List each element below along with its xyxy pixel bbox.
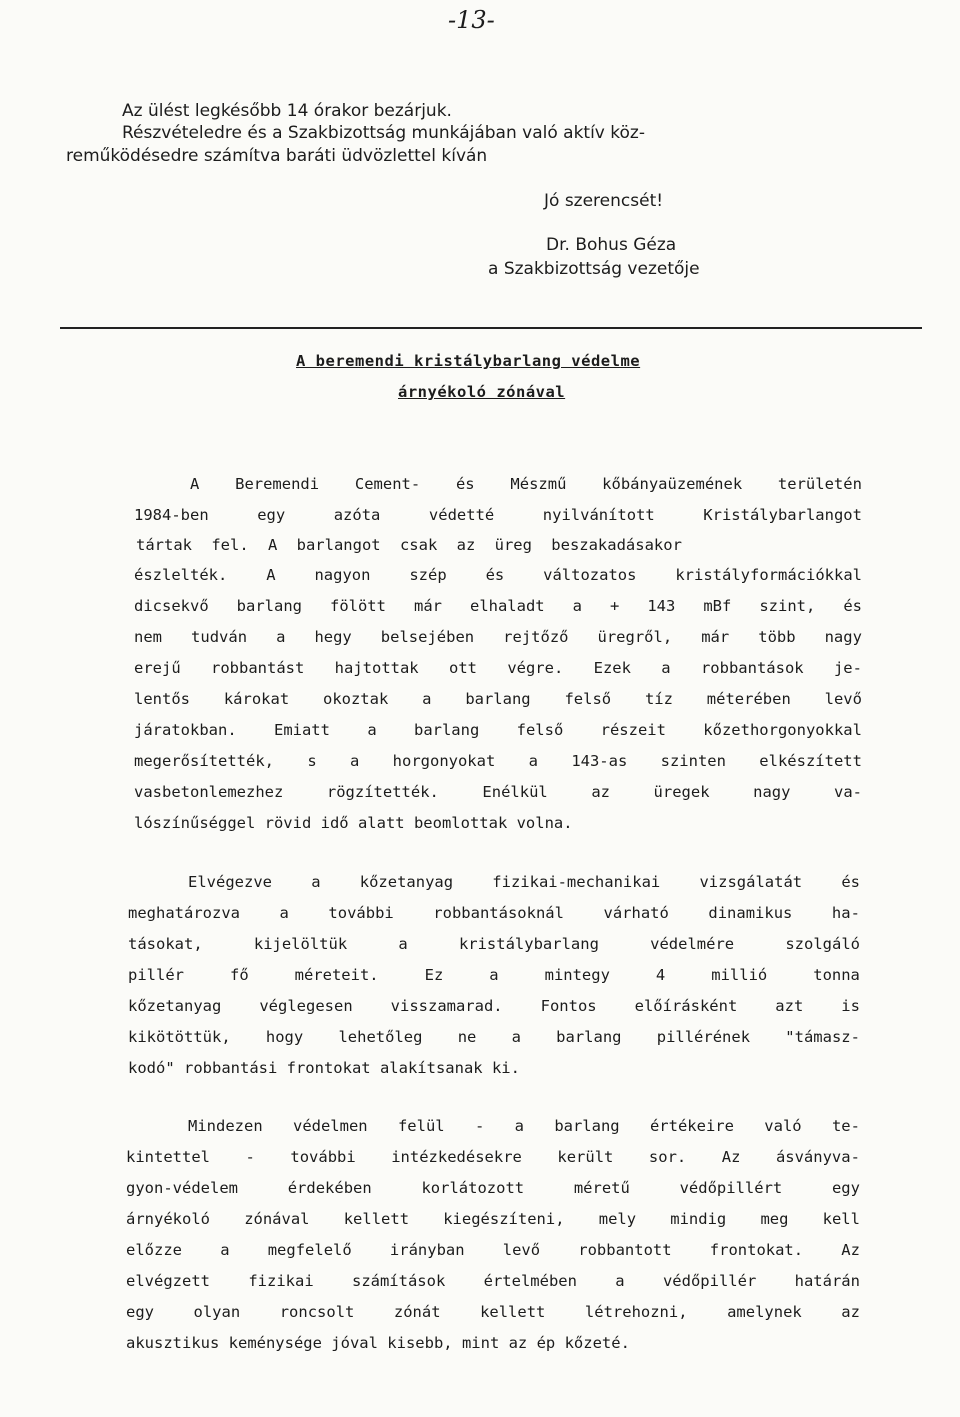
- paragraph-line: elvégzett fizikai számítások értelmében a védőpillér határán: [126, 1272, 860, 1290]
- paragraph-line: kodó" robbantási frontokat alakítsanak ki.: [128, 1059, 520, 1077]
- paragraph-line: gyon-védelem érdekében korlátozott méretű védőpillért egy: [126, 1179, 860, 1197]
- paragraph-line: vasbetonlemezhez rögzítették. Enélkül az üregek nagy va-: [134, 783, 862, 801]
- letter-signer: Dr. Bohus Géza: [546, 235, 677, 255]
- letter-line-2: Részvételedre és a Szakbizottság munkájában való aktív köz-: [122, 123, 645, 143]
- paragraph-line: 1984-ben egy azóta védetté nyilvánított Kristálybarlangot: [134, 506, 862, 524]
- paragraph-line: kőzetanyag véglegesen visszamarad. Fontos előírásként azt is: [128, 997, 860, 1015]
- paragraph-line: egy olyan roncsolt zónát kellett létrehozni, amelynek az: [126, 1303, 860, 1321]
- paragraph-line: nem tudván a hegy belsejében rejtőző üregről, már több nagy: [134, 628, 862, 646]
- article-title-line-1: A beremendi kristálybarlang védelme: [296, 352, 641, 370]
- letter-line-3: reműködésedre számítva baráti üdvözlettel kíván: [66, 146, 488, 166]
- paragraph-line: meghatározva a további robbantásoknál várható dinamikus ha-: [128, 904, 860, 922]
- paragraph-line: akusztikus keménysége jóval kisebb, mint az ép kőzeté.: [126, 1334, 630, 1352]
- letter-line-1: Az ülést legkésőbb 14 órakor bezárjuk.: [122, 101, 452, 121]
- article-title-line-2: árnyékoló zónával: [398, 383, 566, 401]
- paragraph-line: tártak fel. A barlangot csak az üreg beszakadásakor: [136, 536, 682, 554]
- paragraph-line: Mindezen védelmen felül - a barlang értékeire való te-: [188, 1117, 860, 1135]
- paragraph-line: járatokban. Emiatt a barlang felső részeit kőzethorgonyokkal: [134, 721, 862, 739]
- paragraph-line: kintettel - további intézkedésekre került sor. Az ásványva-: [126, 1148, 860, 1166]
- paragraph-line: lentős károkat okoztak a barlang felső tíz méterében levő: [134, 690, 862, 708]
- paragraph-line: észlelték. A nagyon szép és változatos kristályformációkkal: [134, 566, 862, 584]
- paragraph-line: erejű robbantást hajtottak ott végre. Ezek a robbantások je-: [134, 659, 862, 677]
- paragraph-line: előzze a megfelelő irányban levő robbantott frontokat. Az: [126, 1241, 860, 1259]
- paragraph-line: pillér fő méreteit. Ez a mintegy 4 millió tonna: [128, 966, 860, 984]
- paragraph-line: lószínűséggel rövid idő alatt beomlottak volna.: [134, 814, 573, 832]
- letter-closing: Jó szerencsét!: [544, 191, 664, 211]
- paragraph-line: A Beremendi Cement- és Mészmű kőbányaüzemének területén: [190, 475, 862, 493]
- paragraph-line: tásokat, kijelöltük a kristálybarlang védelmére szolgáló: [128, 935, 860, 953]
- paragraph-line: dicsekvő barlang fölött már elhaladt a + 143 mBf szint, és: [134, 597, 862, 615]
- paragraph-line: árnyékoló zónával kellett kiegészíteni, mely mindig meg kell: [126, 1210, 860, 1228]
- page-number: -13-: [448, 6, 495, 34]
- paragraph-line: kikötöttük, hogy lehetőleg ne a barlang pillérének "támasz-: [128, 1028, 860, 1046]
- letter-signer-role: a Szakbizottság vezetője: [488, 259, 700, 279]
- paragraph-line: Elvégezve a kőzetanyag fizikai-mechanikai vizsgálatát és: [188, 873, 860, 891]
- paragraph-line: megerősítették, s a horgonyokat a 143-as szinten elkészített: [134, 752, 862, 770]
- section-divider: [60, 327, 922, 329]
